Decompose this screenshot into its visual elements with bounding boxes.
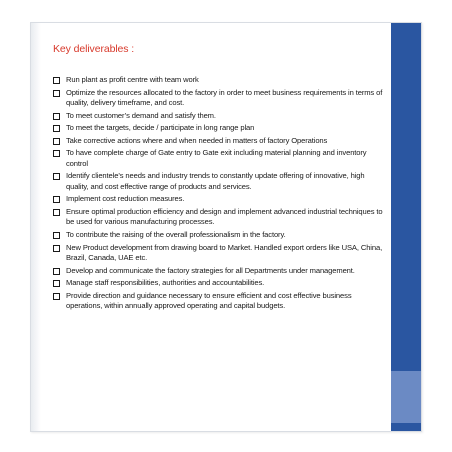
side-band (391, 23, 421, 431)
list-item (53, 123, 383, 133)
slide (30, 22, 422, 432)
deliverables-list (53, 75, 383, 314)
checkbox-icon (53, 138, 60, 145)
checkbox-icon (53, 280, 60, 287)
list-item (53, 136, 383, 146)
list-item-text: Ensure optimal production efficiency and design and implement advanced industrial techniques to be used for various manufacturing processes. (66, 206, 383, 227)
checkbox-icon (53, 232, 60, 239)
checkbox-icon (53, 209, 60, 216)
checkbox-icon (53, 90, 60, 97)
checkbox-icon (53, 268, 60, 275)
slide-heading: Key deliverables : (53, 43, 135, 55)
list-item-text: To contribute the raising of the overall professionalism in the factory. (66, 229, 286, 239)
list-item-text: New Product development from drawing board to Market. Handled export orders like USA, China, Brazil, Canada, UAE etc. (66, 242, 383, 262)
list-item (53, 243, 383, 264)
list-item (53, 207, 383, 228)
list-item (53, 291, 383, 312)
list-item-text: Identify clientele’s needs and industry trends to constantly update offering of innovative, high quality, and cost effective range of products and services. (66, 171, 365, 191)
slide-left-shade (31, 23, 41, 431)
list-item-text: Implement cost reduction measures. (66, 194, 185, 204)
checkbox-icon (53, 293, 60, 300)
list-item (53, 230, 383, 240)
list-item (53, 148, 383, 169)
list-item-text: Take corrective actions where and when needed in matters of factory Operations (66, 135, 328, 145)
checkbox-icon (53, 196, 60, 203)
checkbox-icon (53, 113, 60, 120)
list-item-text: Run plant as profit centre with team work (66, 75, 199, 84)
list-item-text: Optimize the resources allocated to the factory in order to meet business requirements in terms of quality, delivery timeframe, and cost. (66, 87, 383, 107)
list-item (53, 278, 383, 288)
list-item-text: To meet the targets, decide / participate in long range plan (66, 123, 255, 133)
side-band-accent (391, 371, 421, 423)
list-item-text: To meet customer’s demand and satisfy them. (66, 110, 216, 120)
checkbox-icon (53, 173, 60, 180)
list-item (53, 75, 383, 85)
list-item-text: Manage staff responsibilities, authorities and accountabilities. (66, 278, 265, 288)
checkbox-icon (53, 125, 60, 132)
list-item (53, 111, 383, 121)
list-item (53, 266, 383, 276)
list-item-text: Develop and communicate the factory strategies for all Departments under management. (66, 265, 355, 275)
list-item (53, 88, 383, 109)
checkbox-icon (53, 150, 60, 157)
checkbox-icon (53, 245, 60, 252)
checkbox-icon (53, 77, 60, 84)
list-item-text: Provide direction and guidance necessary to ensure efficient and cost effective business operations, within annually approved operating and capital budgets. (66, 290, 352, 311)
list-item (53, 171, 383, 192)
list-item (53, 194, 383, 204)
list-item-text: To have complete charge of Gate entry to Gate exit including material planning and inventory control (66, 148, 367, 168)
